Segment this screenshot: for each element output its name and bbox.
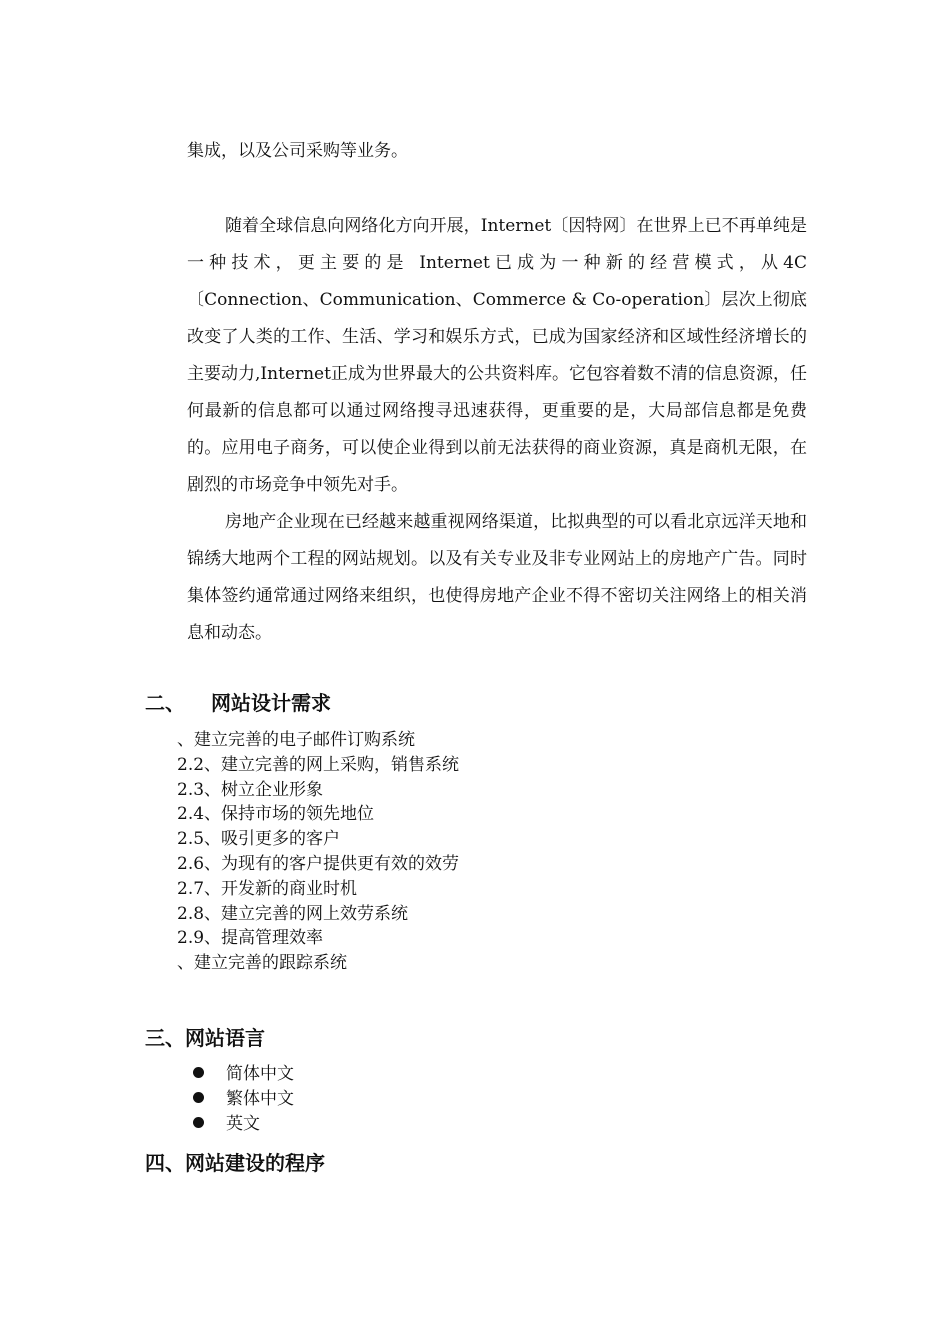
list-item [193, 1062, 294, 1087]
list-item: 2.5、吸引更多的客户 [177, 829, 341, 850]
list-item [193, 1112, 294, 1137]
list-item: 、建立完善的电子邮件订购系统 [177, 730, 415, 750]
language-label: 英文 [226, 1114, 260, 1134]
language-label: 繁体中文 [226, 1089, 294, 1109]
paragraph-internet: 随着全球信息向网络化方向开展，Internet〔因特网〕在世界上已不再单纯是一种技术，更主要的是 Internet已成为一种新的经营模式，从4C 〔Connection、Communication、Commerce & Co-operation〕层次上彻底改变了人类的工作、生活、学习和娱乐方式，已成为国家经济和区域性经济增长的主要动力,Internet正成为世界最大的公共资料库。它包容着数不清的信息资源，任何最新的信息都可以通过网络搜寻迅速获得，更重要的是，大局部信息都是免费的。应用电子商务，可以使企业得到以前无法获得的商业资源，真是商机无限，在剧烈的市场竞争中领先对手。 [187, 216, 807, 495]
language-list [193, 1062, 294, 1137]
bullet-icon [193, 1117, 204, 1128]
bullet-icon [193, 1067, 204, 1078]
requirements-list [177, 728, 459, 976]
list-item: 2.7、开发新的商业时机 [177, 878, 358, 899]
list-item: 2.9、提高管理效率 [177, 928, 324, 949]
list-item: 2.2、建立完善的网上采购，销售系统 [177, 754, 460, 775]
section-2-heading [145, 689, 331, 717]
list-item: 2.4、保持市场的领先地位 [177, 804, 375, 825]
paragraph-continuation: 集成，以及公司采购等业务。 [187, 141, 408, 161]
list-item: 、建立完善的跟踪系统 [177, 953, 347, 974]
section-3-heading: 三、网站语言 [145, 1026, 265, 1050]
list-item: 2.3、树立企业形象 [177, 779, 324, 800]
list-item: 2.6、为现有的客户提供更有效的效劳 [177, 853, 460, 874]
section-4-heading: 四、网站建设的程序 [145, 1151, 325, 1175]
bullet-icon [193, 1092, 204, 1103]
list-item [193, 1087, 294, 1112]
language-label: 简体中文 [226, 1064, 294, 1084]
list-item: 2.8、建立完善的网上效劳系统 [177, 903, 409, 924]
paragraph-real-estate: 房地产企业现在已经越来越重视网络渠道，比拟典型的可以看北京远洋天地和锦绣大地两个工程的网站规划。以及有关专业及非专业网站上的房地产广告。同时集体签约通常通过网络来组织，也使得房地产企业不得不密切关注网络上的相关消息和动态。 [187, 512, 807, 643]
section-2-number: 二、 [145, 691, 185, 715]
section-2-title: 网站设计需求 [211, 691, 331, 715]
